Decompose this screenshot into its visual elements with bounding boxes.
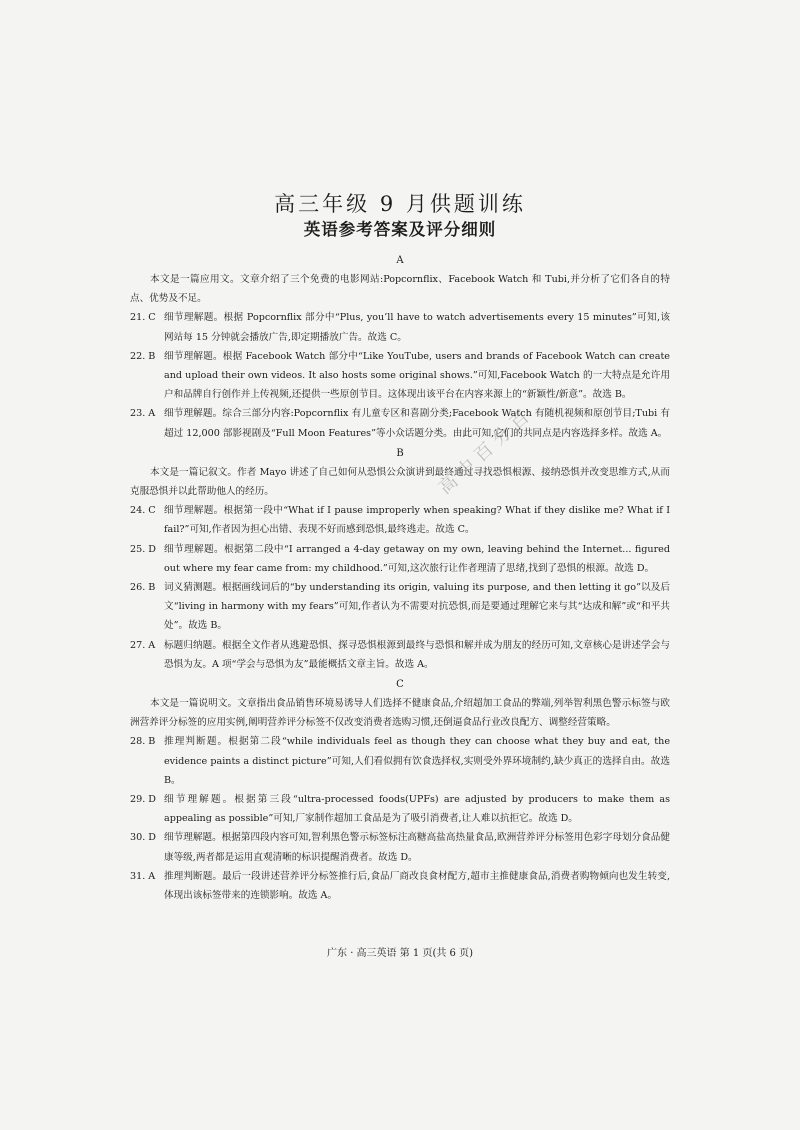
answer-explanation: 推理判断题。最后一段讲述营养评分标签推行后,食品厂商改良食材配方,超市主推健康食品,消费者购物倾向也发生转变,体现出该标签带来的连锁影响。故选 A。 (164, 870, 670, 902)
answer-explanation: 细节理解题。根据第一段中“What if I pause improperly when speaking? What if they dislike me? What if I fail?”可知,作者因为担心出错、表现不好而感到恐惧,最终逃走。故选 C。 (164, 505, 670, 536)
answer-number: 22. B (130, 350, 156, 362)
answer-number: 30. D (130, 832, 156, 844)
passage-summary: 本文是一篇记叙文。作者 Mayo 讲述了自己如何从恐惧公众演讲到最终通过寻找恐惧根源、接纳恐惧并改变思维方式,从而克服恐惧并以此帮助他人的经历。 (130, 466, 670, 498)
answer-item (130, 636, 670, 674)
answer-number: 28. B (130, 736, 156, 748)
passage-summary: 本文是一篇说明文。文章指出食品销售环境易诱导人们选择不健康食品,介绍超加工食品的弊端,列举智利黑色警示标签与欧洲营养评分标签的应用实例,阐明营养评分标签不仅改变消费者选购习惯,还倒逼食品行业改良配方、调整经营策略。 (130, 698, 670, 729)
answer-explanation: 细节理解题。根据第二段中“I arranged a 4-day getaway on my own, leaving behind the Internet... figured out where my fear came from: my childhood.”可知,这次旅行让作者理清了思绪,找到了恐惧的根源。故选 D。 (164, 543, 670, 574)
answer-explanation: 标题归纳题。根据全文作者从逃避恐惧、探寻恐惧根源到最终与恐惧和解并成为朋友的经历可知,文章核心是讲述学会与恐惧为友。A 项“学会与恐惧为友”最能概括文章主旨。故选 A。 (164, 639, 670, 670)
section-label: C (396, 679, 404, 691)
watermark-stamp: 高中百分百 (434, 402, 538, 499)
answer-item (130, 501, 670, 539)
answer-explanation: 细节理解题。根据 Facebook Watch 部分中“Like YouTube, users and brands of Facebook Watch can create and upload their own videos. It also hosts some original shows.”可知,Facebook Watch 的一大特点是允许用户和品牌自行创作并上传视频,还提供一些原创节目。这体现出该平台在内容来源上的“新颖性/新意”。故选 B。 (164, 350, 670, 401)
answer-explanation: 细节理解题。根据 Popcornflix 部分中“Plus, you’ll have to watch advertisements every 15 minutes”可知,该网站每 15 分钟就会播放广告,即定期播放广告。故选 C。 (164, 312, 670, 343)
answer-item (130, 790, 670, 828)
answer-document (130, 190, 670, 905)
answer-number: 23. A (130, 408, 156, 420)
passage-summary: 本文是一篇应用文。文章介绍了三个免费的电影网站:Popcornflix、Facebook Watch 和 Tubi,并分析了它们各自的特点、优势及不足。 (130, 274, 670, 305)
answer-number: 26. B (130, 582, 156, 594)
answer-item (130, 404, 670, 442)
answer-number: 31. A (130, 870, 156, 882)
answer-number: 27. A (130, 639, 156, 651)
answer-explanation: 细节理解题。根据第四段内容可知,智利黑色警示标签标注高糖高盐高热量食品,欧洲营养评分标签用色彩字母划分食品健康等级,两者都是运用直观清晰的标识提醒消费者。故选 D。 (164, 832, 670, 863)
answer-number: 25. D (130, 543, 156, 555)
document-subtitle: 英语参考答案及评分细则 (303, 220, 497, 239)
answer-item (130, 867, 670, 905)
section-label: A (396, 255, 404, 266)
answer-explanation: 细节理解题。根据第三段“ultra-processed foods(UPFs) are adjusted by producers to make them as appealing as possible”可知,厂家制作超加工食品是为了吸引消费者,让人难以抗拒它。故选 D。 (164, 794, 670, 825)
answer-number: 24. C (130, 505, 156, 517)
answer-item (130, 540, 670, 578)
section-label: B (396, 447, 404, 459)
answer-number: 21. C (130, 312, 156, 324)
answer-number: 29. D (130, 794, 156, 806)
answer-explanation: 词义猜测题。根据画线词后的“by understanding its origin, valuing its purpose, and then letting it go”以及后文“living in harmony with my fears”可知,作者认为不需要对抗恐惧,而是要通过理解它来与其“达成和解”或“和平共处”。故选 B。 (164, 582, 670, 632)
answer-explanation: 细节理解题。综合三部分内容:Popcornflix 有儿童专区和喜剧分类;Facebook Watch 有随机视频和原创节目;Tubi 有超过 12,000 部影视剧及“Full Moon Features”等小众话题分类。由此可知,它们的共同点是内容选择多样。故选 A。 (164, 408, 670, 439)
page-footer: 广东 · 高三英语 第 1 页(共 6 页) (327, 948, 473, 959)
document-title: 高三年级 9 月供题训练 (274, 192, 526, 216)
answer-explanation: 推理判断题。根据第二段“while individuals feel as though they can choose what they buy and eat, the evidence paints a distinct picture”可知,人们看似拥有饮食选择权,实则受外界环境制约,缺少真正的选择自由。故选 B。 (164, 736, 670, 786)
answer-item (130, 732, 670, 790)
answer-item (130, 828, 670, 866)
answer-item (130, 578, 670, 636)
